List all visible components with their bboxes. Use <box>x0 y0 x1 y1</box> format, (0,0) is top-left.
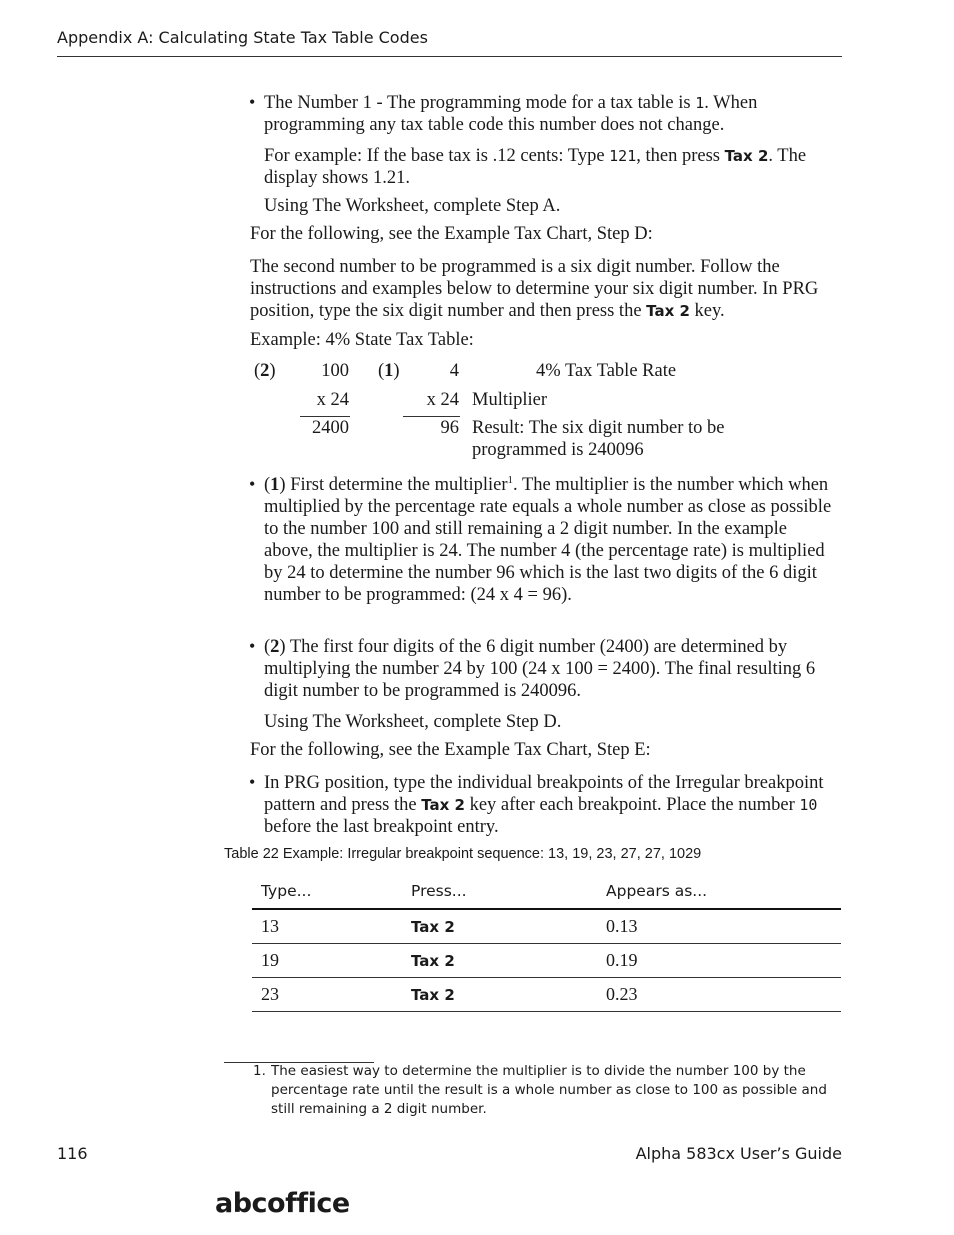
text-run: The Number 1 - The programming mode for a tax table is <box>264 93 696 113</box>
bullet-marker: • <box>249 636 256 656</box>
example-desc: 4% Tax Table Rate <box>536 361 677 381</box>
table-row <box>252 909 841 944</box>
example-value: 96 <box>440 418 459 438</box>
example-value: 2400 <box>312 418 349 438</box>
table-caption: Table 22 Example: Irregular breakpoint sequence: 13, 19, 23, 27, 27, 1029 <box>224 846 702 862</box>
text-run: before the last breakpoint entry. <box>264 817 499 837</box>
paragraph-see-step-e: For the following, see the Example Tax Chart, Step E: <box>250 740 651 760</box>
key-label: Tax 2 <box>646 302 690 320</box>
text-run: . When programming any tax table code this number does not change. <box>264 93 758 135</box>
text-run: In PRG position, type the individual breakpoints of the Irregular breakpoint pattern and press the <box>264 773 824 815</box>
table-cell: 0.19 <box>606 944 841 978</box>
text-run: , then press <box>636 146 725 166</box>
table-cell: Tax 2 <box>411 978 606 1012</box>
code-run: 1 <box>695 94 705 112</box>
paragraph-six-digit <box>250 256 838 322</box>
table-row <box>252 978 841 1012</box>
text-run: . The display shows 1.21. <box>264 146 807 188</box>
text-run: . The multiplier is the number which when multiplied by the percentage rate equals a whole number as close as possible to the number 100 and still remaining a 2 digit number. In the example above, the multiplier is 24. The number 4 (the percentage rate) is multiplied by 24 to determine the number 96 which is the last two digits of the 6 digit number to be programmed: (24 x 4 = 96). <box>264 475 832 605</box>
example-title: Example: 4% State Tax Table: <box>250 330 474 350</box>
table-cell: 0.13 <box>606 909 841 944</box>
paragraph-prg <box>264 772 838 838</box>
paragraph-worksheet-a: Using The Worksheet, complete Step A. <box>264 196 561 216</box>
paragraph-see-step-d: For the following, see the Example Tax Chart, Step D: <box>250 224 653 244</box>
text-run: For example: If the base tax is .12 cents: Type <box>264 146 610 166</box>
paragraph-number-one <box>264 92 834 136</box>
paragraph-example <box>264 145 834 189</box>
text-run: ) First determine the multiplier <box>279 475 508 495</box>
footnote-number: 1. <box>253 1063 266 1079</box>
paragraph-worksheet-d: Using The Worksheet, complete Step D. <box>264 712 562 732</box>
bullet-marker: • <box>249 772 256 792</box>
footnote-ref[interactable]: 1 <box>507 473 514 486</box>
text-run: ) The first four digits of the 6 digit number (2400) are determined by multiplying the number 24 by 100 (24 x 100 = 2400). The final resulting 6 digit number to be programmed is 240096. <box>264 637 816 701</box>
table-row <box>252 944 841 978</box>
text-run: key after each breakpoint. Place the number <box>464 795 800 815</box>
example-value: x 24 <box>316 390 349 410</box>
table-cell: 0.23 <box>606 978 841 1012</box>
column-header: Type... <box>252 874 411 909</box>
column-header: Appears as... <box>606 874 841 909</box>
text-run: The second number to be programmed is a six digit number. Follow the instructions and examples below to determine your six digit number. In PRG position, type the six digit number and then press the <box>250 257 819 321</box>
step-label: 1 <box>270 475 280 495</box>
text-run: key. <box>689 301 725 321</box>
step-label: 2 <box>270 637 280 657</box>
running-header: Appendix A: Calculating State Tax Table Codes <box>57 28 428 47</box>
code-run: 10 <box>799 796 818 814</box>
example-desc: Result: The six digit number to be programmed is 240096 <box>472 418 725 460</box>
table-header-row <box>252 874 841 909</box>
table-cell: Tax 2 <box>411 944 606 978</box>
table-cell: 13 <box>252 909 411 944</box>
key-label: Tax 2 <box>421 796 465 814</box>
example-value: x 24 <box>426 390 459 410</box>
bullet-marker: • <box>249 92 256 112</box>
example-label-2: (2) <box>254 361 276 381</box>
footnote-text: The easiest way to determine the multiplier is to divide the number 100 by the percentage rate until the result is a whole number as close to 100 as possible and still remaining a 2 digit number. <box>271 1063 827 1117</box>
page-number: 116 <box>57 1144 88 1163</box>
paragraph-step-1: (1) First determine the multiplier$^1$. The multiplier is the number which when multiplied by the percentage rate equals a whole number as close as possible to the number 100 and still remaining a 2 digit number. In the example above, the multiplier is 24. The number 4 (the percentage rate) is multiplied by 24 to determine the number 96 which is the last two digits of the 6 digit number to be programmed: (24 x 4 = 96). <box>264 473 832 605</box>
example-label-1: (1) <box>378 361 400 381</box>
brand-logo: abcoffice <box>215 1188 350 1219</box>
example-desc: Multiplier <box>472 390 548 410</box>
key-label: Tax 2 <box>724 147 769 165</box>
bullet-marker: • <box>249 474 256 494</box>
code-run: 121 <box>609 147 637 165</box>
table-cell: Tax 2 <box>411 909 606 944</box>
table-cell: 19 <box>252 944 411 978</box>
breakpoint-table <box>252 874 841 1012</box>
example-value: 4 <box>449 361 459 381</box>
header-rule <box>57 56 842 57</box>
example-value: 100 <box>321 361 349 381</box>
paragraph-step-2: (2) The first four digits of the 6 digit number (2400) are determined by multiplying the number 24 by 100 (24 x 100 = 2400). The final resulting 6 digit number to be programmed is 240096. <box>264 637 816 701</box>
guide-title: Alpha 583cx User’s Guide <box>635 1144 842 1163</box>
table-cell: 23 <box>252 978 411 1012</box>
column-header: Press... <box>411 874 606 909</box>
